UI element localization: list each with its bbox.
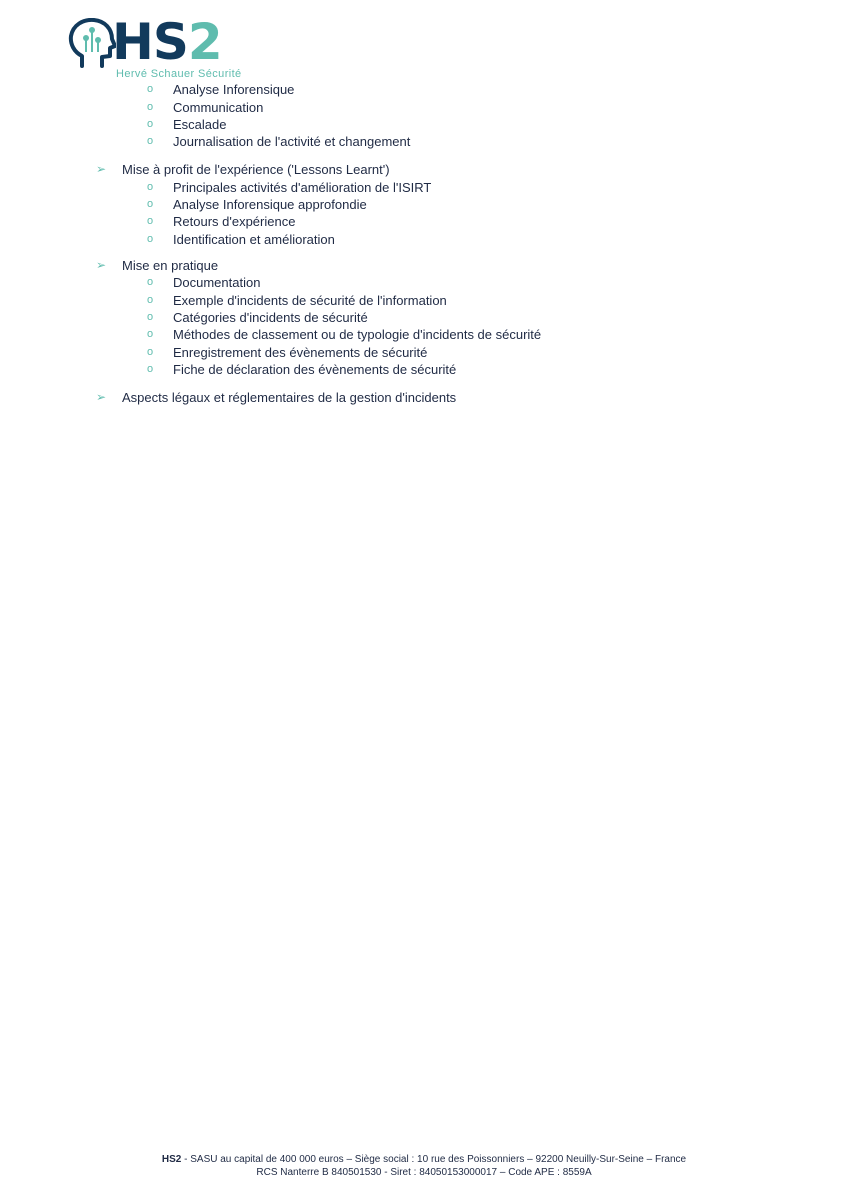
list-item: Journalisation de l'activité et changement (173, 134, 411, 149)
sub-bullet: o (147, 198, 154, 210)
logo-hs: HS (112, 13, 188, 71)
sub-bullet: o (147, 294, 154, 306)
footer-line-2: RCS Nanterre B 840501530 - Siret : 84050153000017 – Code APE : 8559A (256, 1167, 592, 1178)
company-logo (68, 13, 248, 82)
list-item: Retours d'expérience (173, 214, 296, 229)
list-item: Fiche de déclaration des évènements de sécurité (173, 362, 457, 377)
list-item: Analyse Inforensique (173, 82, 295, 97)
sub-bullet: o (147, 118, 154, 130)
list-item: Méthodes de classement ou de typologie d'incidents de sécurité (173, 327, 542, 342)
sub-bullet: o (147, 311, 154, 323)
sub-bullet: o (147, 363, 154, 375)
list-item: Exemple d'incidents de sécurité de l'information (173, 293, 447, 308)
arrow-bullet-icon: ➢ (96, 162, 107, 176)
logo-subtitle: Hervé Schauer Sécurité (116, 68, 242, 80)
footer-legal: - SASU au capital de 400 000 euros – Siège social : 10 rue des Poissonniers – 92200 Neuilly-Sur-Seine – France (181, 1154, 687, 1165)
sub-bullet: o (147, 233, 154, 245)
list-item: Analyse Inforensique approfondie (173, 197, 367, 212)
logo-wordmark (112, 12, 222, 72)
section-title: Mise à profit de l'expérience ('Lessons Learnt') (122, 162, 390, 177)
sub-bullet: o (147, 83, 154, 95)
list-item: Identification et amélioration (173, 232, 335, 247)
list-item: Escalade (173, 117, 227, 132)
arrow-bullet-icon: ➢ (96, 258, 107, 272)
section-title: Mise en pratique (122, 258, 219, 273)
list-item: Communication (173, 100, 264, 115)
sub-bullet: o (147, 215, 154, 227)
arrow-bullet-icon: ➢ (96, 390, 107, 404)
list-item: Documentation (173, 275, 261, 290)
list-item: Principales activités d'amélioration de l'ISIRT (173, 180, 432, 195)
sub-bullet: o (147, 101, 154, 113)
list-item: Enregistrement des évènements de sécurité (173, 345, 428, 360)
footer-line-1 (0, 1153, 848, 1166)
sub-bullet: o (147, 276, 154, 288)
sub-bullet: o (147, 181, 154, 193)
sub-bullet: o (147, 346, 154, 358)
sub-bullet: o (147, 328, 154, 340)
head-circuit-icon (68, 18, 116, 70)
sub-bullet: o (147, 135, 154, 147)
section-title: Aspects légaux et réglementaires de la gestion d'incidents (122, 390, 457, 405)
list-item: Catégories d'incidents de sécurité (173, 310, 368, 325)
footer-company: HS2 (161, 1154, 182, 1165)
logo-2: 2 (187, 13, 222, 71)
